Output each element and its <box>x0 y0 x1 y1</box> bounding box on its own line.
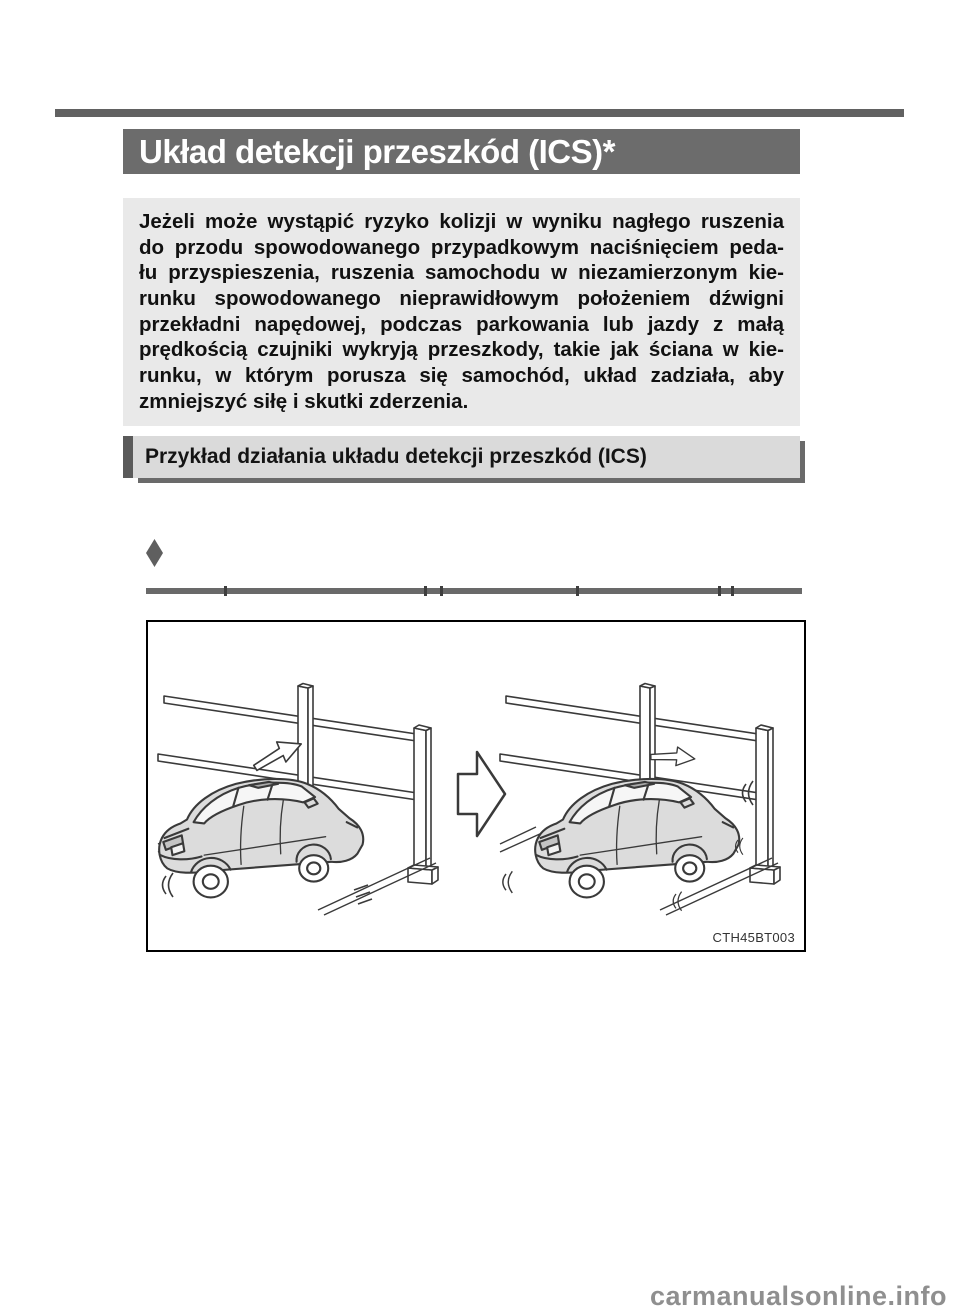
diamond-bullet-icon <box>146 539 163 567</box>
intro-text-box <box>123 198 800 426</box>
transition-arrow-icon <box>458 752 505 836</box>
section-header <box>123 436 800 478</box>
divider-artifact <box>424 586 427 596</box>
intro-line: runku spowodowanego nieprawidłowym położeniem dźwigni <box>139 287 784 311</box>
scene-before <box>158 684 438 916</box>
car-before <box>159 779 363 897</box>
car-after <box>535 779 739 897</box>
forward-arrow-icon <box>650 743 696 768</box>
section-header-label: Przykład działania układu detekcji przeszkód (ICS) <box>145 445 647 468</box>
watermark: carmanualsonline.info <box>649 1281 947 1311</box>
figure-box <box>146 620 806 952</box>
intro-line: do przodu spowodowanego przypadkowym naciśnięciem peda- <box>139 235 784 259</box>
divider-artifact <box>440 586 443 596</box>
item-divider <box>146 588 802 594</box>
intro-line: zmniejszyć siłę i skutki zderzenia. <box>139 389 469 413</box>
intro-line: prędkością czujniki wykryją przeszkody, takie jak ściana w kie- <box>139 338 784 362</box>
intro-line: Jeżeli może wystąpić ryzyko kolizji w wyniku nagłego ruszenia <box>139 210 784 233</box>
section-header-accent-bar <box>123 436 133 478</box>
divider-artifact <box>224 586 227 596</box>
scene-after <box>500 684 780 916</box>
page-title: Układ detekcji przeszkód (ICS)* <box>139 133 615 170</box>
figure-code: CTH45BT003 <box>712 930 795 945</box>
intro-line: łu przyspieszenia, ruszenia samochodu w niezamierzonym kie- <box>139 261 784 285</box>
top-divider <box>55 109 904 117</box>
divider-artifact <box>576 586 579 596</box>
section-header-box <box>133 436 800 478</box>
intro-line: przekładni napędowej, podczas parkowania lub jazdy z małą <box>139 312 784 336</box>
divider-artifact <box>718 586 721 596</box>
ics-illustration <box>148 622 804 950</box>
impact-marks <box>503 871 512 893</box>
impact-marks <box>163 873 174 897</box>
page-title-bar <box>123 129 800 174</box>
forward-arrow-icon <box>249 734 305 774</box>
intro-line: runku, w którym porusza się samochód, układ zadziała, aby <box>139 364 784 388</box>
divider-artifact <box>731 586 734 596</box>
